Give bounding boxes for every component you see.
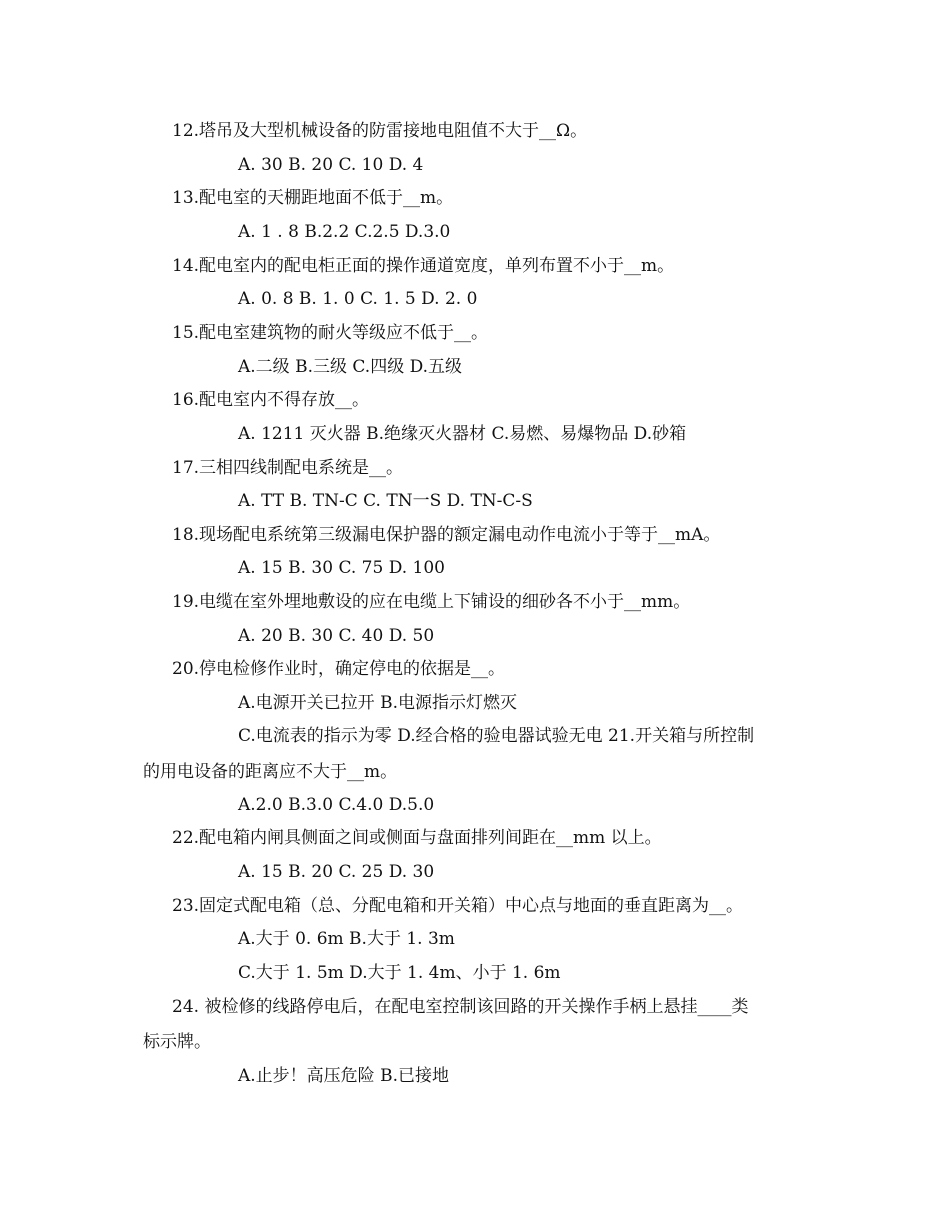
question-23: 23.固定式配电箱（总、分配电箱和开关箱）中心点与地面的垂直距离为__。 bbox=[172, 896, 744, 916]
question-18-options: A. 15 B. 30 C. 75 D. 100 bbox=[238, 558, 445, 578]
question-22: 22.配电箱内闸具侧面之间或侧面与盘面排列间距在__mm 以上。 bbox=[172, 828, 662, 848]
question-20-options-line-2: C.电流表的指示为零 D.经合格的验电器试验无电 21.开关箱与所控制 bbox=[238, 726, 755, 746]
question-14-options: A. 0. 8 B. 1. 0 C. 1. 5 D. 2. 0 bbox=[238, 289, 478, 309]
question-20-options-line-1: A.电源开关已拉开 B.电源指示灯燃灭 bbox=[238, 693, 517, 713]
question-20: 20.停电检修作业时，确定停电的依据是__。 bbox=[172, 659, 506, 679]
question-19: 19.电缆在室外埋地敷设的应在电缆上下铺设的细砂各不小于__mm。 bbox=[172, 592, 691, 612]
question-17-options: A. TT B. TN-C C. TN一S D. TN-C-S bbox=[238, 491, 533, 511]
question-24-options: A.止步！高压危险 B.已接地 bbox=[238, 1066, 449, 1086]
question-22-options: A. 15 B. 20 C. 25 D. 30 bbox=[238, 862, 435, 882]
question-24-continued: 标示牌。 bbox=[143, 1032, 211, 1052]
question-13-options: A. 1 . 8 B.2.2 C.2.5 D.3.0 bbox=[238, 222, 451, 242]
question-14: 14.配电室内的配电柜正面的操作通道宽度，单列布置不小于__m。 bbox=[172, 256, 675, 276]
question-23-options-line-2: C.大于 1. 5m D.大于 1. 4m、小于 1. 6m bbox=[238, 963, 561, 983]
question-18: 18.现场配电系统第三级漏电保护器的额定漏电动作电流小于等于__mA。 bbox=[172, 525, 721, 545]
question-15-options: A.二级 B.三级 C.四级 D.五级 bbox=[238, 357, 463, 377]
question-13: 13.配电室的天棚距地面不低于__m。 bbox=[172, 188, 454, 208]
question-12: 12.塔吊及大型机械设备的防雷接地电阻值不大于__Ω。 bbox=[172, 121, 588, 141]
question-12-options: A. 30 B. 20 C. 10 D. 4 bbox=[238, 155, 424, 175]
question-24: 24. 被检修的线路停电后，在配电室控制该回路的开关操作手柄上悬挂____类 bbox=[172, 997, 749, 1017]
question-23-options-line-1: A.大于 0. 6m B.大于 1. 3m bbox=[238, 929, 455, 949]
question-16-options: A. 1211 灭火器 B.绝缘灭火器材 C.易燃、易爆物品 D.砂箱 bbox=[238, 424, 687, 444]
question-16: 16.配电室内不得存放__。 bbox=[172, 390, 370, 410]
question-21-continued: 的用电设备的距离应不大于__m。 bbox=[143, 762, 398, 782]
question-19-options: A. 20 B. 30 C. 40 D. 50 bbox=[238, 626, 435, 646]
question-17: 17.三相四线制配电系统是__。 bbox=[172, 458, 404, 478]
question-15: 15.配电室建筑物的耐火等级应不低于__。 bbox=[172, 323, 489, 343]
question-21-options: A.2.0 B.3.0 C.4.0 D.5.0 bbox=[238, 795, 435, 815]
